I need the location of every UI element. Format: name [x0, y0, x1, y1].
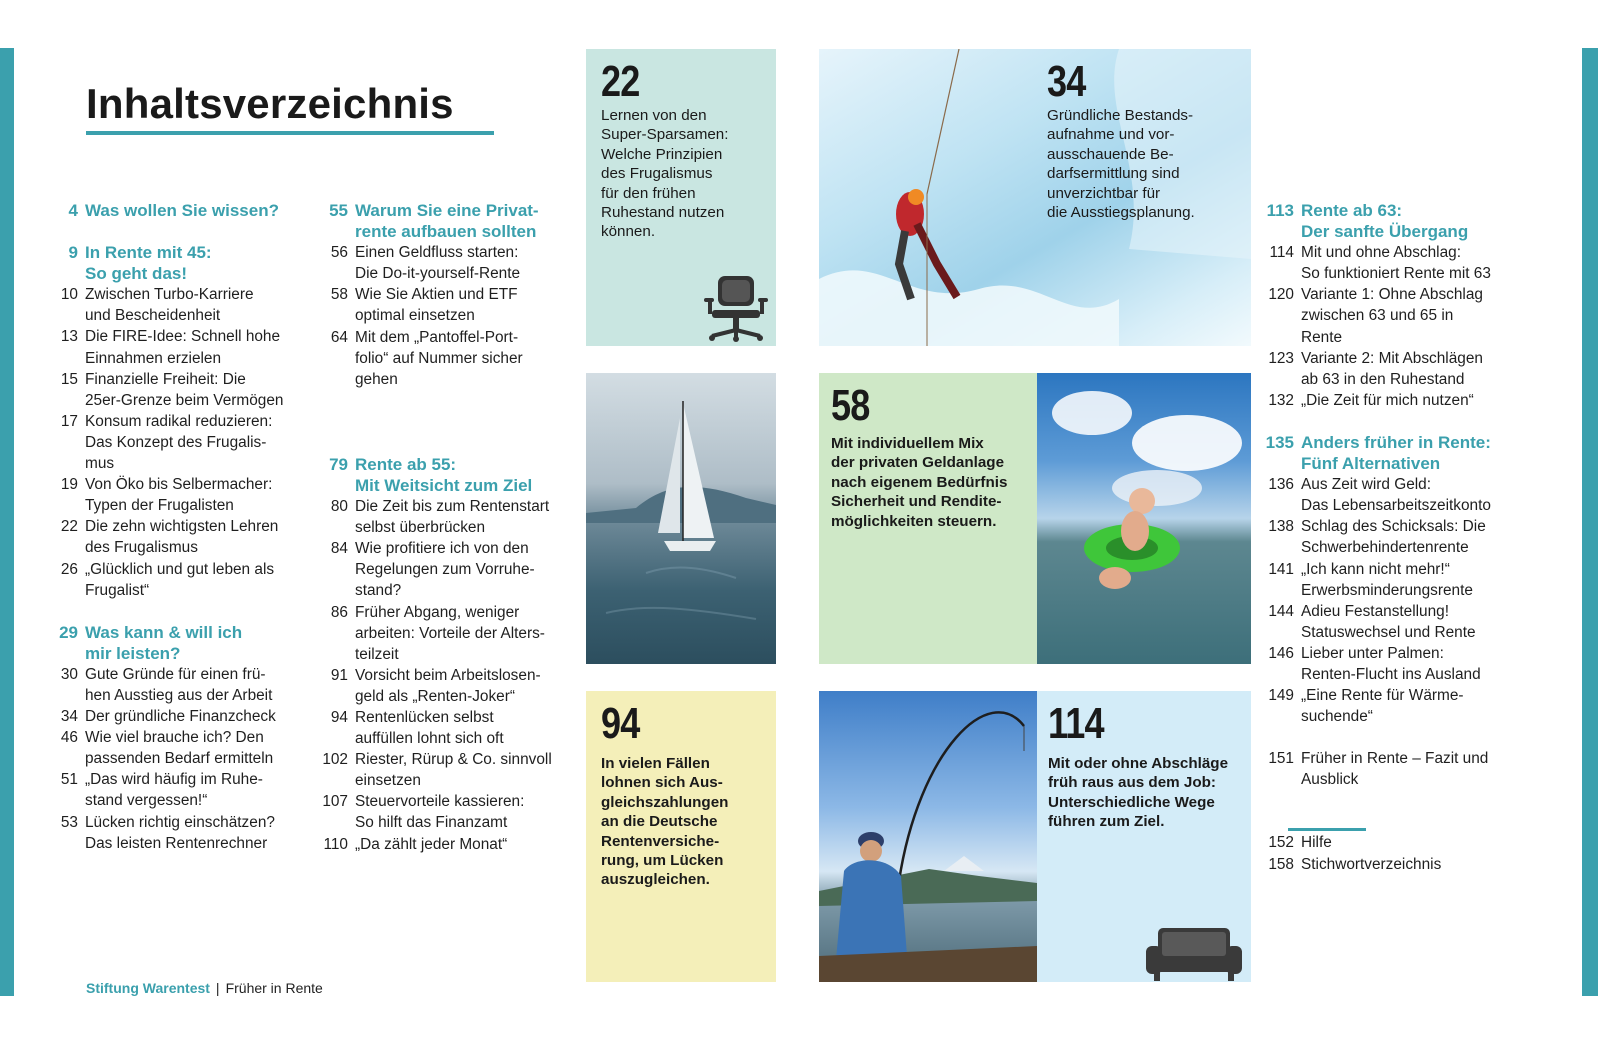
page-number: 158 — [1268, 855, 1294, 873]
toc-entry[interactable] — [48, 284, 308, 326]
toc-entry[interactable] — [1255, 832, 1555, 853]
entry-title: Vorsicht beim Arbeitslosen- geld als „Renten-Joker“ — [355, 666, 541, 705]
entry-title: Der gründliche Finanzcheck — [85, 708, 276, 726]
entry-title: Die FIRE-Idee: Schnell hohe Einnahmen erzielen — [85, 328, 281, 367]
teaser-page-number: 58 — [831, 381, 870, 430]
teaser-text: Mit individuellem Mix der privaten Geldanlage nach eigenem Bedürfnis Sicherheit und Rendite- möglichkeiten steuern. — [831, 435, 1008, 530]
toc-column-1 — [48, 200, 308, 854]
page-title: Inhaltsverzeichnis — [86, 80, 454, 127]
page-number: 13 — [60, 328, 78, 346]
page-number: 86 — [330, 603, 348, 621]
toc-column-3 — [1255, 200, 1555, 875]
entry-title: „Da zählt jeder Monat“ — [355, 835, 508, 853]
page-number: 46 — [60, 729, 78, 747]
page-number: 26 — [60, 560, 78, 578]
toc-entry[interactable] — [1255, 242, 1555, 284]
entry-title: „Eine Rente für Wärme- suchende“ — [1301, 687, 1464, 726]
page-number: 55 — [329, 201, 348, 220]
page-number: 56 — [330, 244, 348, 262]
chapter-title: Was kann & will ich mir leisten? — [85, 622, 243, 663]
entry-title: Von Öko bis Selbermacher: Typen der Frugalisten — [85, 476, 273, 515]
toc-entry[interactable] — [1255, 348, 1555, 390]
toc-chapter[interactable] — [318, 454, 568, 496]
entry-title: Früher in Rente – Fazit und Ausblick — [1301, 750, 1489, 789]
page-number: 10 — [60, 286, 78, 304]
entry-title: „Glücklich und gut leben als Frugalist“ — [85, 560, 275, 599]
entry-title: Zwischen Turbo-Karriere und Bescheidenheit — [85, 286, 254, 325]
page-number: 136 — [1268, 476, 1294, 494]
toc-entry[interactable] — [1255, 390, 1555, 411]
toc-entry[interactable] — [48, 411, 308, 474]
page-number: 30 — [60, 665, 78, 683]
toc-column-2 — [318, 200, 568, 855]
entry-title: Die zehn wichtigsten Lehren des Frugalismus — [85, 518, 279, 557]
toc-chapter[interactable] — [48, 200, 308, 221]
entry-title: Einen Geldfluss starten: Die Do-it-yourself-Rente — [355, 244, 521, 283]
left-edge-bar — [0, 48, 14, 996]
toc-entry[interactable] — [1255, 559, 1555, 601]
toc-entry[interactable] — [48, 474, 308, 516]
page-number: 9 — [68, 243, 78, 263]
page-number: 110 — [323, 835, 348, 853]
page-number: 80 — [330, 498, 348, 516]
toc-entry[interactable] — [318, 327, 568, 390]
toc-entry[interactable] — [1255, 284, 1555, 347]
page-number: 79 — [329, 454, 348, 474]
toc-entry[interactable] — [318, 665, 568, 707]
fisherman-illustration — [819, 691, 1037, 982]
entry-title: Variante 2: Mit Abschlägen ab 63 in den Ruhestand — [1301, 349, 1483, 388]
chapter-title: Rente ab 63: Der sanfte Übergang — [1301, 201, 1469, 242]
toc-entry[interactable] — [318, 749, 568, 791]
page-number: 17 — [60, 412, 78, 430]
entry-title: „Die Zeit für mich nutzen“ — [1301, 391, 1474, 409]
toc-chapter[interactable] — [318, 200, 568, 242]
toc-entry[interactable] — [318, 496, 568, 538]
toc-chapter[interactable] — [1255, 432, 1555, 474]
teaser-page-number: 94 — [601, 699, 640, 748]
page-number: 114 — [1269, 244, 1294, 262]
toc-entry[interactable] — [1255, 601, 1555, 643]
entry-title: Mit dem „Pantoffel-Port- folio“ auf Nummer sicher gehen — [355, 328, 523, 388]
page-number: 144 — [1268, 602, 1294, 620]
entry-title: Konsum radikal reduzieren: Das Konzept des Frugalis- mus — [85, 412, 273, 473]
page-number: 22 — [60, 518, 78, 536]
page-number: 113 — [1266, 201, 1294, 220]
teaser-text: In vielen Fällen lohnen sich Aus- gleichszahlungen an die Deutsche Rentenversiche- rung, um Lücken auszugleichen. — [601, 755, 729, 889]
entry-title: Rentenlücken selbst auffüllen lohnt sich oft — [355, 708, 504, 748]
toc-entry[interactable] — [1255, 854, 1555, 875]
page-number: 64 — [330, 328, 348, 346]
toc-entry[interactable] — [318, 834, 568, 855]
teaser-page-number: 114 — [1048, 699, 1104, 748]
toc-chapter[interactable] — [48, 242, 308, 284]
toc-entry[interactable] — [48, 812, 308, 854]
teaser-panel-34[interactable] — [819, 49, 1251, 346]
page-number: 53 — [60, 813, 78, 831]
entry-title: Gute Gründe für einen frü- hen Ausstieg aus der Arbeit — [85, 665, 273, 704]
entry-title: Aus Zeit wird Geld: Das Lebensarbeitszeitkonto — [1301, 476, 1491, 515]
toc-entry[interactable] — [318, 242, 568, 284]
chapter-title: Anders früher in Rente: Fünf Alternativen — [1301, 432, 1491, 474]
entry-title: Hilfe — [1301, 834, 1332, 852]
entry-title: Früher Abgang, weniger arbeiten: Vorteile der Alters- teilzeit — [355, 603, 545, 663]
sailboat-photo — [586, 373, 776, 664]
toc-entry[interactable] — [48, 664, 308, 706]
entry-title: Wie viel brauche ich? Den passenden Bedarf ermitteln — [85, 729, 274, 768]
footer-separator: | — [215, 980, 220, 996]
entry-title: „Ich kann nicht mehr!“ Erwerbsminderungsrente — [1301, 560, 1473, 599]
page-number: 120 — [1268, 286, 1294, 304]
page-number: 84 — [330, 540, 348, 558]
sofa-icon — [1144, 924, 1244, 981]
toc-entry[interactable] — [48, 559, 308, 601]
teaser-panel-58[interactable] — [819, 373, 1037, 664]
page-number: 132 — [1268, 391, 1294, 409]
page-number: 34 — [60, 708, 78, 726]
page-number: 146 — [1268, 644, 1294, 662]
toc-entry[interactable] — [48, 769, 308, 811]
page-number: 135 — [1265, 432, 1294, 452]
entry-title: Lieber unter Palmen: Renten-Flucht ins Ausland — [1301, 644, 1481, 683]
entry-title: Mit und ohne Abschlag: So funktioniert Rente mit 63 — [1301, 244, 1491, 283]
toc-entry[interactable] — [318, 707, 568, 749]
entry-title: Lücken richtig einschätzen? Das leisten Rentenrechner — [85, 813, 275, 852]
entry-title: Finanzielle Freiheit: Die 25er-Grenze beim Vermögen — [85, 370, 284, 409]
page-number: 94 — [330, 708, 348, 726]
chapter-title: Warum Sie eine Privat- rente aufbauen sollten — [355, 201, 539, 242]
teaser-page-number: 34 — [1047, 57, 1086, 106]
entry-title: Variante 1: Ohne Abschlag zwischen 63 und 65 in Rente — [1301, 286, 1483, 346]
sailboat-illustration — [586, 373, 776, 664]
appendix-divider — [1288, 828, 1366, 831]
entry-title: Die Zeit bis zum Rentenstart selbst überbrücken — [355, 498, 550, 537]
page-number: 15 — [60, 370, 78, 388]
book-title: Früher in Rente — [225, 980, 323, 996]
chapter-title: Rente ab 55: Mit Weitsicht zum Ziel — [355, 454, 533, 495]
entry-title: Stichwortverzeichnis — [1301, 855, 1442, 873]
teaser-panel-22[interactable] — [586, 49, 776, 346]
entry-title: Wie profitiere ich von den Regelungen zum Vorruhe- stand? — [355, 540, 535, 600]
toc-entry[interactable] — [318, 602, 568, 665]
entry-title: Steuervorteile kassieren: So hilft das Finanzamt — [355, 793, 525, 832]
page-number: 152 — [1268, 834, 1294, 852]
toc-entry[interactable] — [1255, 685, 1555, 727]
page-number: 141 — [1268, 560, 1294, 578]
teaser-panel-114[interactable] — [1037, 691, 1251, 982]
entry-title: Wie Sie Aktien und ETF optimal einsetzen — [355, 286, 518, 325]
chapter-title: In Rente mit 45: So geht das! — [85, 243, 212, 284]
page-number: 4 — [68, 201, 78, 220]
entry-title: Schlag des Schicksals: Die Schwerbehindertenrente — [1301, 518, 1486, 557]
page-number: 151 — [1268, 750, 1294, 768]
toc-entry[interactable] — [1255, 516, 1555, 558]
title-underline — [86, 131, 494, 135]
toc-entry[interactable] — [48, 706, 308, 727]
entry-title: Riester, Rürup & Co. sinnvoll einsetzen — [355, 751, 552, 790]
fishing-photo — [819, 691, 1037, 982]
toc-entry[interactable] — [318, 538, 568, 601]
toc-entry[interactable] — [318, 791, 568, 833]
toc-entry[interactable] — [1255, 643, 1555, 685]
teaser-text: Mit oder ohne Abschläge früh raus aus dem Job: Unterschiedliche Wege führen zum Ziel. — [1048, 755, 1229, 831]
page-number: 51 — [60, 771, 78, 789]
toc-entry[interactable] — [48, 326, 308, 368]
page-footer — [86, 980, 323, 996]
toc-entry[interactable] — [48, 369, 308, 411]
teaser-text: Gründliche Bestands- aufnahme und vor- ausschauende Be- darfsermittlung sind unverzichtbar für die Ausstiegsplanung. — [1047, 107, 1195, 222]
teaser-page-number: 22 — [601, 57, 640, 106]
toc-chapter[interactable] — [48, 622, 308, 664]
publisher-name: Stiftung Warentest — [86, 980, 210, 996]
entry-title: Adieu Festanstellung! Statuswechsel und Rente — [1301, 602, 1476, 641]
page-number: 123 — [1268, 349, 1294, 367]
toc-chapter[interactable] — [1255, 200, 1555, 242]
entry-title: „Das wird häufig im Ruhe- stand vergessen!“ — [85, 771, 263, 810]
toc-entry[interactable] — [48, 727, 308, 769]
page-number: 29 — [59, 622, 78, 642]
page-number: 102 — [322, 751, 348, 769]
toc-entry[interactable] — [1255, 748, 1555, 790]
toc-entry[interactable] — [48, 516, 308, 558]
teaser-panel-94[interactable] — [586, 691, 776, 982]
floating-woman-photo — [1037, 373, 1251, 664]
toc-entry[interactable] — [1255, 474, 1555, 516]
page-number: 19 — [60, 476, 78, 494]
swim-ring-illustration — [1037, 373, 1251, 664]
chapter-title: Was wollen Sie wissen? — [85, 201, 279, 220]
page-number: 58 — [330, 286, 348, 304]
office-chair-icon — [702, 272, 770, 342]
toc-entry[interactable] — [318, 284, 568, 326]
page-number: 138 — [1268, 518, 1294, 536]
page-number: 91 — [330, 666, 348, 684]
page-number: 149 — [1268, 687, 1294, 705]
right-edge-bar — [1582, 48, 1598, 996]
page-number: 107 — [322, 793, 348, 811]
teaser-text: Lernen von den Super-Sparsamen: Welche Prinzipien des Frugalismus für den frühen Ruhestand nutzen können. — [601, 107, 729, 241]
